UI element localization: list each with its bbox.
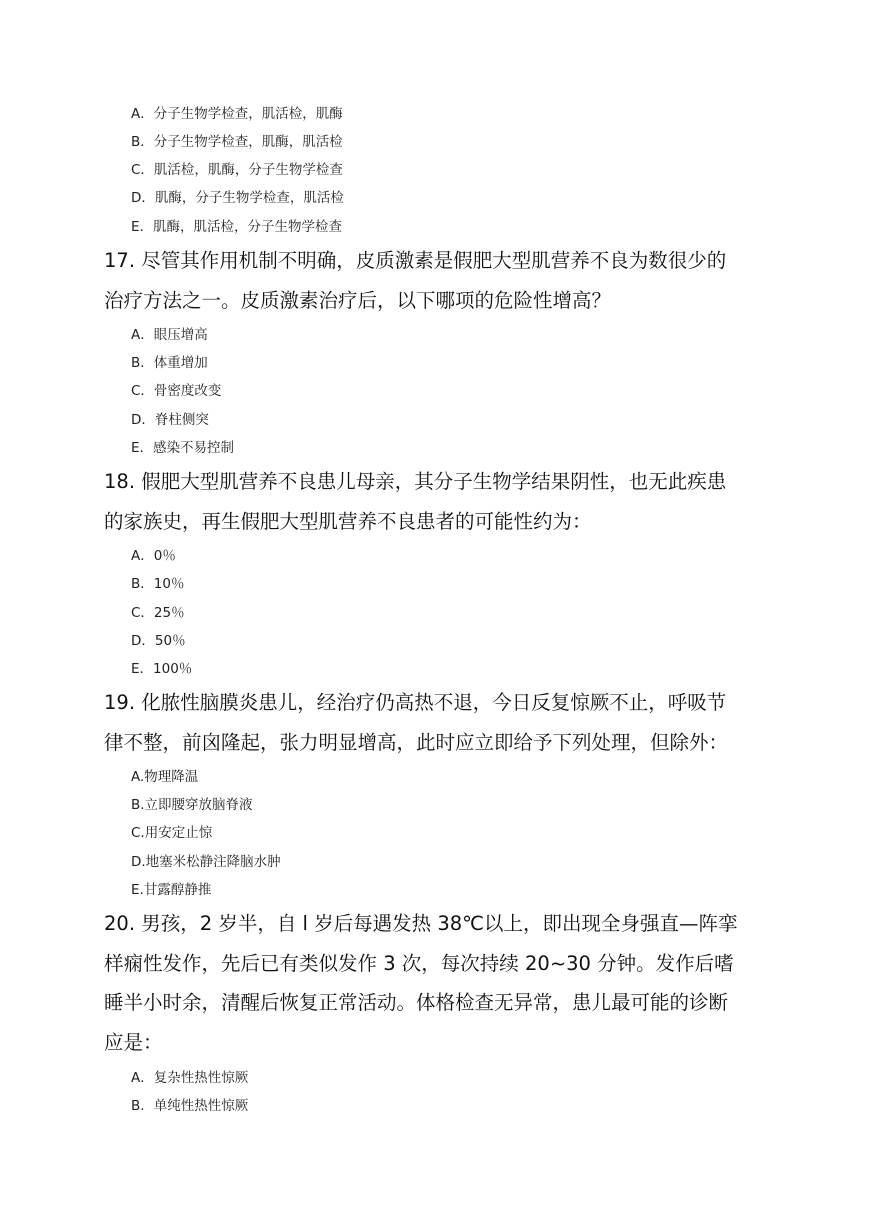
q17-stem-line-1: 17. 尽管其作用机制不明确，皮质激素是假肥大型肌营养不良为数很少的 (104, 249, 727, 272)
q16-option-d: D．肌酶，分子生物学检查，肌活检 (131, 190, 344, 206)
q17-option-d: D．脊柱侧突 (131, 412, 209, 428)
q17-option-b: B．体重增加 (131, 355, 208, 371)
q19-option-e: E.甘露醇静推 (131, 882, 212, 898)
q19-stem-line-2: 律不整，前囟隆起，张力明显增高，此时应立即给予下列处理，但除外： (104, 731, 729, 754)
q16-option-b: B．分子生物学检查，肌酶，肌活检 (131, 134, 343, 150)
q18-stem-line-2: 的家族史，再生假肥大型肌营养不良患者的可能性约为： (104, 510, 592, 533)
q16-option-e: E．肌酶，肌活检，分子生物学检查 (131, 219, 343, 235)
q18-option-b: B．10％ (131, 576, 185, 592)
q19-option-a: A.物理降温 (131, 769, 199, 785)
q17-option-e: E．感染不易控制 (131, 440, 235, 456)
q18-option-a: A．0％ (131, 548, 176, 564)
q19-option-d: D.地塞米松静注降脑水肿 (131, 854, 281, 870)
q20-stem-line-3: 睡半小时余，清醒后恢复正常活动。体格检查无异常，患儿最可能的诊断 (104, 991, 729, 1014)
q16-option-c: C．肌活检，肌酶，分子生物学检查 (131, 162, 343, 178)
q20-stem-line-2: 样痫性发作，先后已有类似发作 3 次，每次持续 20~30 分钟。发作后嗜 (104, 952, 734, 975)
q18-stem-line-1: 18. 假肥大型肌营养不良患儿母亲，其分子生物学结果阴性，也无此疾患 (104, 470, 727, 493)
q19-option-b: B.立即腰穿放脑脊液 (131, 797, 253, 813)
q17-option-a: A．眼压增高 (131, 327, 208, 343)
q18-option-d: D．50％ (131, 633, 186, 649)
q20-option-a: A．复杂性热性惊厥 (131, 1070, 249, 1086)
q20-stem-line-4: 应是： (104, 1031, 163, 1054)
q16-option-a: A．分子生物学检查，肌活检，肌酶 (131, 106, 343, 122)
q19-option-c: C.用安定止惊 (131, 825, 213, 841)
q19-stem-line-1: 19. 化脓性脑膜炎患儿，经治疗仍高热不退，今日反复惊厥不止，呼吸节 (104, 691, 727, 714)
q20-option-b: B．单纯性热性惊厥 (131, 1098, 249, 1114)
q17-stem-line-2: 治疗方法之一。皮质激素治疗后，以下哪项的危险性增高？ (104, 289, 612, 312)
q20-stem-line-1: 20. 男孩，2 岁半，自 l 岁后每遇发热 38℃以上，即出现全身强直—阵挛 (104, 912, 738, 935)
q18-option-e: E．100％ (131, 661, 193, 677)
q17-option-c: C．骨密度改变 (131, 383, 222, 399)
q18-option-c: C．25％ (131, 605, 185, 621)
